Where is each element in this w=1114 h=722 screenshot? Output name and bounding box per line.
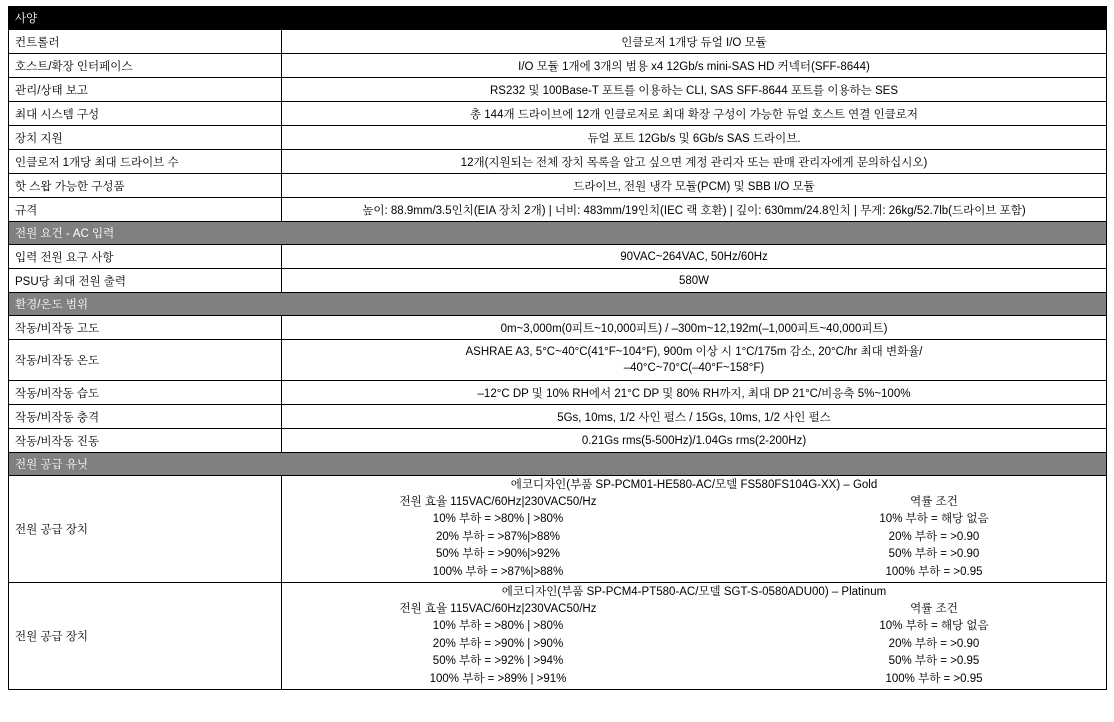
row-value: 0m~3,000m(0피트~10,000피트) / –300m~12,192m(–1,000피트~40,000피트) xyxy=(282,316,1107,340)
table-row xyxy=(9,245,1107,269)
power-factor-item: 50% 부하 = >0.95 xyxy=(888,655,980,668)
table-row xyxy=(9,150,1107,174)
power-factor-header: 역률 조건 xyxy=(910,602,958,615)
row-value: 5Gs, 10ms, 1/2 사인 펄스 / 15Gs, 10ms, 1/2 사인 펄스 xyxy=(282,405,1107,429)
table-row xyxy=(9,198,1107,222)
row-value: 드라이브, 전원 냉각 모듈(PCM) 및 SBB I/O 모듈 xyxy=(282,174,1107,198)
row-value: 총 144개 드라이브에 12개 인클로저로 최대 확장 구성이 가능한 듀얼 호스트 연결 인클로저 xyxy=(282,102,1107,126)
value-line: ASHRAE A3, 5°C~40°C(41°F~104°F), 900m 이상 시 1°C/175m 감소, 20°C/hr 최대 변화율/ xyxy=(465,346,923,358)
efficiency-item: 20% 부하 = >87%|>88% xyxy=(436,530,560,543)
table-row xyxy=(9,30,1107,54)
efficiency-column xyxy=(288,494,708,582)
row-value xyxy=(282,340,1107,381)
row-label: 작동/비작동 습도 xyxy=(9,381,282,405)
section-title: 사양 xyxy=(9,7,282,30)
row-value: 90VAC~264VAC, 50Hz/60Hz xyxy=(282,245,1107,269)
row-value: –12°C DP 및 10% RH에서 21°C DP 및 80% RH까지, 최대 DP 21°C/비응축 5%~100% xyxy=(282,381,1107,405)
row-label: 입력 전원 요구 사항 xyxy=(9,245,282,269)
power-factor-header: 역률 조건 xyxy=(910,495,958,508)
row-value: 0.21Gs rms(5-500Hz)/1.04Gs rms(2-200Hz) xyxy=(282,429,1107,453)
psu-row xyxy=(9,583,1107,690)
row-label: 전원 공급 장치 xyxy=(9,583,282,690)
efficiency-item: 100% 부하 = >87%|>88% xyxy=(432,565,564,578)
row-value: 높이: 88.9mm/3.5인치(EIA 장치 2개) | 너비: 483mm/19인치(IEC 랙 호환) | 깊이: 630mm/24.8인치 | 무게: 26kg/52.7lb(드라이브 포함) xyxy=(282,198,1107,222)
table-row xyxy=(9,316,1107,340)
row-label: 컨트롤러 xyxy=(9,30,282,54)
power-factor-column xyxy=(708,494,1100,582)
value-line: –40°C~70°C(–40°F~158°F) xyxy=(623,362,765,374)
psu-model-title: 에코디자인(부품 SP-PCM01-HE580-AC/모델 FS580FS104G-XX) – Gold xyxy=(510,478,878,491)
power-factor-item: 10% 부하 = 해당 없음 xyxy=(879,620,989,633)
row-label: 핫 스왑 가능한 구성품 xyxy=(9,174,282,198)
power-factor-item: 10% 부하 = 해당 없음 xyxy=(879,513,989,526)
row-label: 작동/비작동 고도 xyxy=(9,316,282,340)
efficiency-item: 10% 부하 = >80% | >80% xyxy=(432,513,564,526)
table-row xyxy=(9,405,1107,429)
table-row xyxy=(9,381,1107,405)
efficiency-header: 전원 효율 115VAC/60Hz|230VAC50/Hz xyxy=(399,495,597,508)
table-row xyxy=(9,174,1107,198)
row-label: 호스트/확장 인터페이스 xyxy=(9,54,282,78)
table-row xyxy=(9,429,1107,453)
power-factor-item: 100% 부하 = >0.95 xyxy=(885,565,983,578)
row-label: 전원 공급 장치 xyxy=(9,476,282,583)
table-row xyxy=(9,102,1107,126)
efficiency-item: 20% 부하 = >90% | >90% xyxy=(432,637,564,650)
psu-row xyxy=(9,476,1107,583)
section-header-power xyxy=(9,222,1107,245)
row-value: 580W xyxy=(282,269,1107,293)
section-title: 전원 공급 유닛 xyxy=(9,453,1107,476)
efficiency-item: 100% 부하 = >89% | >91% xyxy=(429,672,567,685)
power-factor-item: 50% 부하 = >0.90 xyxy=(888,548,980,561)
efficiency-header: 전원 효율 115VAC/60Hz|230VAC50/Hz xyxy=(399,602,597,615)
row-label: 최대 시스템 구성 xyxy=(9,102,282,126)
row-label: PSU당 최대 전원 출력 xyxy=(9,269,282,293)
row-label: 작동/비작동 온도 xyxy=(9,340,282,381)
section-header-environment xyxy=(9,293,1107,316)
table-row xyxy=(9,54,1107,78)
table-row xyxy=(9,78,1107,102)
section-title: 전원 요건 - AC 입력 xyxy=(9,222,1107,245)
efficiency-column xyxy=(288,601,708,689)
row-label: 작동/비작동 진동 xyxy=(9,429,282,453)
efficiency-item: 50% 부하 = >92% | >94% xyxy=(432,655,564,668)
section-header-specs xyxy=(9,7,1107,30)
power-factor-item: 100% 부하 = >0.95 xyxy=(885,672,983,685)
table-row xyxy=(9,126,1107,150)
row-label: 작동/비작동 충격 xyxy=(9,405,282,429)
psu-model-title: 에코디자인(부품 SP-PCM4-PT580-AC/모델 SGT-S-0580ADU00) – Platinum xyxy=(501,585,887,598)
row-value: 인클로저 1개당 듀얼 I/O 모듈 xyxy=(282,30,1107,54)
row-label: 인클로저 1개당 최대 드라이브 수 xyxy=(9,150,282,174)
power-factor-item: 20% 부하 = >0.90 xyxy=(888,637,980,650)
row-value: RS232 및 100Base-T 포트를 이용하는 CLI, SAS SFF-8644 포트를 이용하는 SES xyxy=(282,78,1107,102)
spec-table xyxy=(8,6,1107,690)
table-row xyxy=(9,269,1107,293)
row-value: 듀얼 포트 12Gb/s 및 6Gb/s SAS 드라이브. xyxy=(282,126,1107,150)
row-label: 규격 xyxy=(9,198,282,222)
row-value: 12개(지원되는 전체 장치 목록을 알고 싶으면 계정 관리자 또는 판매 관리자에게 문의하십시오) xyxy=(282,150,1107,174)
row-label: 관리/상태 보고 xyxy=(9,78,282,102)
efficiency-item: 50% 부하 = >90%|>92% xyxy=(436,548,560,561)
efficiency-item: 10% 부하 = >80% | >80% xyxy=(432,620,564,633)
power-factor-column xyxy=(708,601,1100,689)
psu-details xyxy=(282,583,1107,690)
section-title: 환경/온도 범위 xyxy=(9,293,1107,316)
row-label: 장치 지원 xyxy=(9,126,282,150)
psu-details xyxy=(282,476,1107,583)
table-row xyxy=(9,340,1107,381)
power-factor-item: 20% 부하 = >0.90 xyxy=(888,530,980,543)
row-value: I/O 모듈 1개에 3개의 범용 x4 12Gb/s mini-SAS HD 커넥터(SFF-8644) xyxy=(282,54,1107,78)
section-header-psu xyxy=(9,453,1107,476)
